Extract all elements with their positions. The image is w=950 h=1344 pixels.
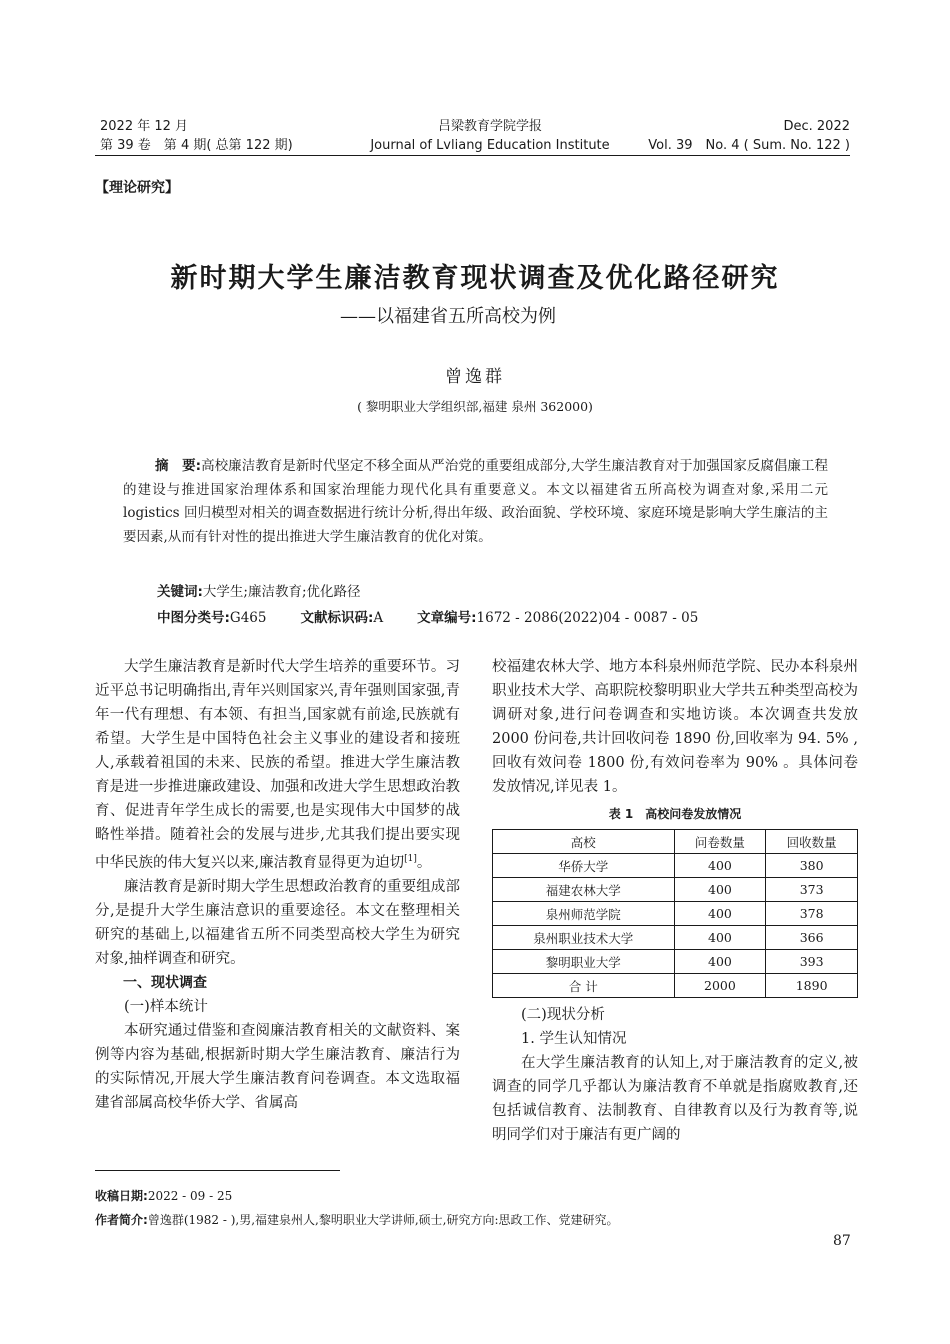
citation-ref: [1] — [404, 854, 417, 864]
journal-name-cn: 吕梁教育学院学报 — [437, 119, 542, 134]
subsubsection-heading: 1. 学生认知情况 — [521, 1031, 627, 1047]
footnote-received — [95, 1187, 232, 1205]
table-cell: 393 — [766, 950, 858, 974]
table-cell: 合 计 — [493, 974, 675, 998]
header-center — [340, 117, 640, 155]
table-caption: 表 1 高校问卷发放情况 — [608, 807, 742, 821]
subsection-heading: (二)现状分析 — [521, 1007, 605, 1023]
paragraph: 在大学生廉洁教育的认知上,对于廉洁教育的定义,被调查的同学几乎都认为廉洁教育不单就是指腐败教育,还包括诚信教育、法制教育、自律教育以及行为教育等,说明同学们对于廉洁有更广阔的 — [492, 1055, 858, 1143]
table-row — [493, 878, 858, 902]
table-cell: 400 — [674, 950, 766, 974]
table-cell: 福建农林大学 — [493, 878, 675, 902]
doc-code-value: A — [373, 610, 384, 626]
footnote-author — [95, 1211, 619, 1229]
survey-table — [492, 829, 858, 998]
article-no-label: 文章编号: — [417, 610, 477, 626]
header-divider — [95, 155, 850, 156]
header-issue: 第 39 卷 第 4 期( 总第 122 期) — [100, 138, 293, 153]
table-cell: 400 — [674, 902, 766, 926]
table-header-cell: 问卷数量 — [674, 830, 766, 854]
table-cell: 黎明职业大学 — [493, 950, 675, 974]
classification-line — [157, 606, 698, 626]
page-number: 87 — [833, 1233, 851, 1249]
author-name: 曾逸群 — [445, 367, 505, 387]
paragraph: 校福建农林大学、地方本科泉州师范学院、民办本科泉州职业技术大学、高职院校黎明职业大学共五种类型高校为调研对象,进行问卷调查和实地访谈。本次调查共发放 2000 份问卷,共计回收问卷 1890 份,回收率为 94. 5% ,回收有效问卷 1800 份,有效问卷率为 90% 。具体问卷发放情况,详见表 1。 — [492, 659, 858, 795]
table-row — [493, 854, 858, 878]
paragraph-text: 大学生廉洁教育是新时代大学生培养的重要环节。习近平总书记明确指出,青年兴则国家兴,青年强则国家强,青年一代有理想、有本领、有担当,国家就有前途,民族就有希望。大学生是中国特色社会主义事业的建设者和接班人,承载着祖国的未来、民族的希望。推进大学生廉洁教育是进一步推进廉政建设、加强和改进大学生思想政治教育、促进青年学生成长的需要,也是实现伟大中国梦的战略性举措。随着社会的发展与进步,尤其我们提出要实现中华民族的伟大复兴以来,廉洁教育显得更为迫切 — [95, 659, 460, 871]
table-cell: 378 — [766, 902, 858, 926]
author-bio-value: 曾逸群(1982 - ),男,福建泉州人,黎明职业大学讲师,硕士,研究方向:思政工作、党建研究。 — [147, 1213, 619, 1227]
keywords-label: 关键词: — [157, 584, 203, 600]
clc-value: G465 — [229, 610, 267, 626]
header-date: 2022 年 12 月 — [100, 119, 189, 134]
paragraph: 本研究通过借鉴和查阅廉洁教育相关的文献资料、案例等内容为基础,根据新时期大学生廉洁教育、廉洁行为的实际情况,开展大学生廉洁教育问卷调查。本文选取福建省部属高校华侨大学、省属高 — [95, 1022, 460, 1111]
header-issue-en: Vol. 39 No. 4 ( Sum. No. 122 ) — [648, 138, 850, 153]
body-right-column — [492, 655, 858, 799]
author-bio-label: 作者简介: — [95, 1213, 148, 1227]
subsection-heading: (一)样本统计 — [124, 998, 208, 1015]
section-heading: 一、现状调查 — [123, 974, 207, 991]
footnote-divider — [95, 1170, 340, 1171]
table-cell: 泉州师范学院 — [493, 902, 675, 926]
header-right — [640, 117, 850, 155]
table-cell: 373 — [766, 878, 858, 902]
received-value: 2022 - 09 - 25 — [147, 1189, 233, 1203]
paragraph-end: 。 — [416, 854, 432, 871]
affiliation: ( 黎明职业大学组织部,福建 泉州 362000) — [357, 399, 593, 414]
table-cell: 400 — [674, 878, 766, 902]
section-tag: 【理论研究】 — [95, 180, 179, 196]
clc-label: 中图分类号: — [157, 610, 230, 626]
abstract-label: 摘 要: — [155, 458, 202, 474]
body-left-column — [95, 655, 460, 1115]
body-right-lower — [492, 1003, 858, 1147]
table-cell: 华侨大学 — [493, 854, 675, 878]
keywords-text: 大学生;廉洁教育;优化路径 — [202, 584, 361, 600]
table-cell: 366 — [766, 926, 858, 950]
header-left — [100, 117, 293, 155]
doc-code-label: 文献标识码: — [300, 610, 374, 626]
table-row — [493, 902, 858, 926]
abstract — [123, 455, 828, 549]
journal-name-en: Journal of Lvliang Education Institute — [370, 138, 610, 153]
table-cell: 380 — [766, 854, 858, 878]
table-cell: 2000 — [674, 974, 766, 998]
table-row — [493, 926, 858, 950]
paragraph — [95, 655, 460, 875]
paper-subtitle: ——以福建省五所高校为例 — [340, 306, 556, 327]
table-header-cell: 回收数量 — [766, 830, 858, 854]
paper-title: 新时期大学生廉洁教育现状调查及优化路径研究 — [170, 263, 780, 294]
abstract-text: 高校廉洁教育是新时代坚定不移全面从严治党的重要组成部分,大学生廉洁教育对于加强国家反腐倡廉工程的建设与推进国家治理体系和国家治理能力现代化具有重要意义。本文以福建省五所高校为调查对象,采用二元 logistics 回归模型对相关的调查数据进行统计分析,得出年级、政治面貌、学校环境、家庭环境是影响大学生廉洁的主要因素,从而有针对性的提出推进大学生廉洁教育的优化对策。 — [123, 458, 828, 545]
table-header-cell: 高校 — [493, 830, 675, 854]
received-label: 收稿日期: — [95, 1189, 148, 1203]
table-header-row — [493, 830, 858, 854]
header-date-en: Dec. 2022 — [783, 119, 850, 134]
table-cell: 泉州职业技术大学 — [493, 926, 675, 950]
paragraph: 廉洁教育是新时期大学生思想政治教育的重要组成部分,是提升大学生廉洁意识的重要途径。本文在整理相关研究的基础上,以福建省五所不同类型高校大学生为研究对象,抽样调查和研究。 — [95, 878, 460, 967]
article-no-value: 1672 - 2086(2022)04 - 0087 - 05 — [476, 610, 699, 626]
table-cell: 400 — [674, 926, 766, 950]
table-row — [493, 950, 858, 974]
table-total-row — [493, 974, 858, 998]
keywords — [157, 580, 361, 600]
table-cell: 400 — [674, 854, 766, 878]
table-cell: 1890 — [766, 974, 858, 998]
